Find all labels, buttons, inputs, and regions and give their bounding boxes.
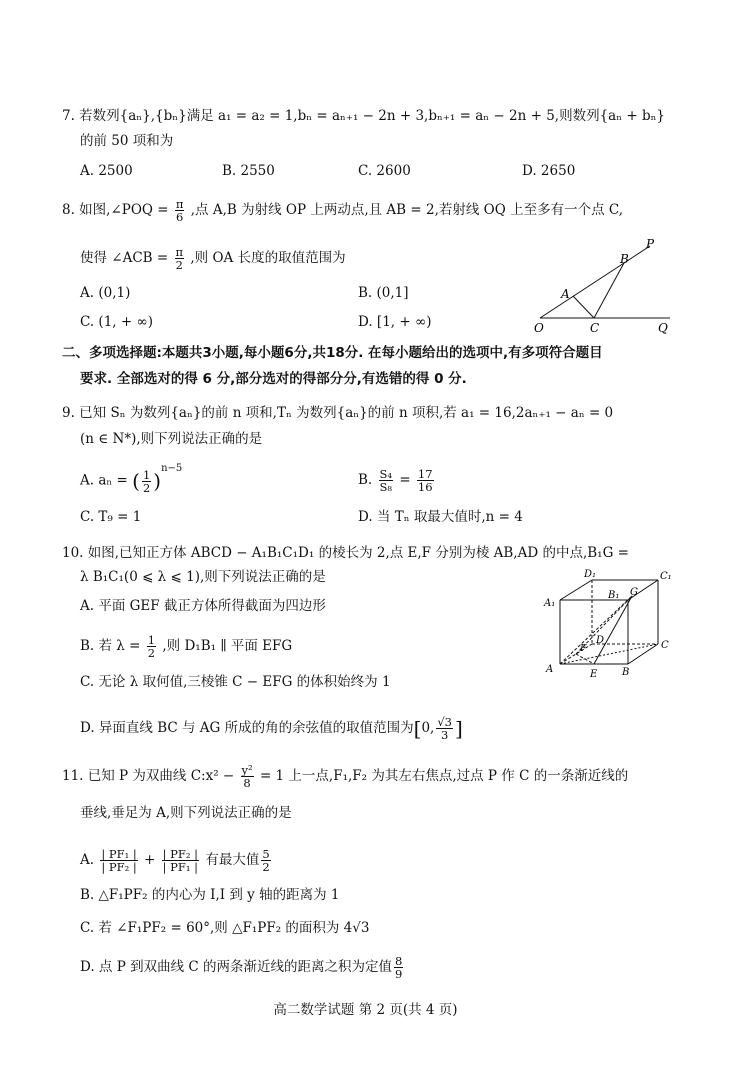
- label-d1: D₁: [584, 569, 597, 580]
- q8-option-b: B. (0,1]: [358, 285, 409, 301]
- q11-stem-line1: [62, 764, 628, 789]
- q9-option-b-fraction-value: $\frac{17}{16}$: [417, 467, 433, 494]
- label-g: G: [630, 587, 638, 598]
- q10-option-a: A. 平面 GEF 截正方体所得截面为四边形: [80, 598, 326, 614]
- section-multiple-choice-instructions: 要求. 全部选对的得 6 分,部分选对的得部分分,有选错的得 0 分.: [80, 371, 467, 387]
- q11-option-a-max-value: $\frac{5}{2}$: [262, 847, 270, 874]
- q10-option-d: [80, 716, 463, 741]
- q10-option-d-text: D. 异面直线 BC 与 AG 所成的角的余弦值的取值范围为: [80, 720, 414, 736]
- q9-option-b: [358, 468, 436, 493]
- q7-stem-line1: 7. 若数列{aₙ},{bₙ}满足 a₁ = a₂ = 1,bₙ = aₙ₊₁ − 2n + 3,bₙ₊₁ = aₙ − 2n + 5,则数列{aₙ + bₙ}: [62, 108, 666, 124]
- left-paren: (: [132, 469, 140, 493]
- q10-stem-line2: λ B₁C₁(0 ⩽ λ ⩽ 1),则下列说法正确的是: [80, 569, 326, 585]
- q8-stem-line1: [62, 198, 623, 223]
- q9-option-c: C. T₉ = 1: [80, 509, 142, 525]
- q9-stem-line2: (n ∈ N*),则下列说法正确的是: [80, 431, 263, 447]
- q11-option-a-max-text: 有最大值: [205, 852, 260, 868]
- q9-option-b-fraction-s: $\frac{\text{S₄}}{\text{S₈}}$: [379, 467, 393, 494]
- label-b1: B₁: [608, 590, 620, 601]
- q11-option-d: [80, 955, 405, 980]
- right-paren: ): [153, 469, 162, 493]
- label-e: E: [590, 669, 598, 680]
- q9-option-a: [80, 463, 183, 495]
- q11-option-c: C. 若 ∠F₁PF₂ = 60°,则 △F₁PF₂ 的面积为 4√3: [80, 920, 370, 936]
- q8-angle-acb-text: 使得 ∠ACB =: [80, 250, 169, 266]
- left-bracket: [: [413, 716, 422, 741]
- q9-option-a-fraction: $\frac{1}{2}$: [142, 467, 151, 495]
- label-b: B: [622, 667, 630, 678]
- q11-option-d-text: D. 点 P 到双曲线 C 的两条渐近线的距离之积为定值: [80, 959, 393, 975]
- q7-option-d: D. 2650: [522, 163, 576, 179]
- q11-hyperbola-fraction: $\frac{\text{y²}}{8}$: [241, 763, 253, 790]
- q8-figure: [528, 236, 678, 334]
- q11-option-b: B. △F₁PF₂ 的内心为 I,I 到 y 轴的距离为 1: [80, 887, 340, 903]
- q10-option-d-fraction: $\frac{√3}{3}$: [437, 715, 452, 742]
- q9-option-b-label: B.: [358, 472, 373, 488]
- q10-option-d-lower: 0,: [421, 720, 435, 736]
- label-a1: A₁: [544, 598, 556, 609]
- q7-option-b: B. 2550: [222, 163, 275, 179]
- q7-option-c: C. 2600: [358, 163, 411, 179]
- label-p: P: [646, 237, 655, 251]
- plus-sign: +: [144, 852, 156, 868]
- segment-ag: [560, 596, 632, 664]
- q8-option-c: C. (1, + ∞): [80, 314, 153, 330]
- q8-stem-line2: [80, 246, 346, 271]
- q11-option-a-ratio-1: $\frac{\text{| PF₁ |}}{\text{| PF₂ |}}$: [101, 847, 137, 874]
- q8-stem-question: ,则 OA 长度的取值范围为: [190, 250, 346, 266]
- q9-option-d: D. 当 Tₙ 取最大值时,n = 4: [358, 509, 523, 525]
- label-c1: C₁: [660, 571, 672, 582]
- q7-stem-line2: 的前 50 项和为: [80, 133, 174, 149]
- q7-option-a: A. 2500: [80, 163, 133, 179]
- q9-option-a-label: A. aₙ =: [80, 472, 128, 489]
- q11-stem-continuation: = 1 上一点,F₁,F₂ 为其左右焦点,过点 P 作 C 的一条渐近线的: [259, 768, 629, 784]
- q11-option-a-label: A.: [80, 852, 95, 868]
- label-f: F: [580, 644, 587, 654]
- q9-option-a-exponent: n−5: [161, 463, 183, 474]
- label-a: A: [561, 287, 570, 301]
- q10-stem-line1: 10. 如图,已知正方体 ABCD − A₁B₁C₁D₁ 的棱长为 2,点 E,F 分别为棱 AB,AD 的中点,B₁G =: [62, 545, 629, 561]
- q11-option-d-fraction: $\frac{8}{9}$: [395, 954, 403, 981]
- q10-option-c: C. 无论 λ 取何值,三棱锥 C − EFG 的体积始终为 1: [80, 674, 391, 690]
- q10-option-b: [80, 634, 292, 659]
- ray-op: [540, 246, 650, 318]
- q8-fraction-pi-2: $\frac{\pi}{2}$: [175, 245, 184, 272]
- q10-option-b-conclusion: ,则 D₁B₁ ∥ 平面 EFG: [162, 638, 293, 654]
- q10-option-b-label: B. 若 λ =: [80, 638, 141, 654]
- equals-sign: =: [399, 472, 411, 488]
- q8-stem-continuation: ,点 A,B 为射线 OP 上两动点,且 AB = 2,若射线 OQ 上至多有一个点 C,: [190, 202, 624, 218]
- label-c: C: [590, 321, 600, 334]
- edge-a1d1: [560, 580, 592, 600]
- label-c: C: [661, 640, 669, 651]
- label-q: Q: [658, 321, 668, 334]
- q11-option-a: [80, 848, 273, 873]
- section-multiple-choice-heading: 二、多项选择题:本题共3小题,每小题6分,共18分. 在每小题给出的选项中,有多项符合题目: [62, 345, 603, 361]
- label-d: D: [596, 635, 605, 646]
- q8-option-a: A. (0,1): [80, 285, 131, 301]
- q10-cube-figure: [540, 566, 690, 682]
- q11-hyperbola-text: 11. 已知 P 为双曲线 C:x² −: [62, 768, 235, 784]
- q9-stem-line1: 9. 已知 Sₙ 为数列{aₙ}的前 n 项和,Tₙ 为数列{aₙ}的前 n 项积,若 a₁ = 16,2aₙ₊₁ − aₙ = 0: [62, 405, 614, 421]
- q10-option-b-fraction: $\frac{1}{2}$: [147, 633, 156, 660]
- q8-fraction-pi-6: $\frac{\pi}{6}$: [175, 197, 184, 224]
- segment-eg: [594, 596, 632, 664]
- label-o: O: [534, 321, 544, 334]
- label-a: A: [546, 664, 554, 675]
- q11-stem-line2: 垂线,垂足为 A,则下列说法正确的是: [80, 805, 292, 821]
- q8-option-d: D. [1, + ∞): [358, 314, 432, 330]
- label-b: B: [620, 252, 629, 266]
- segment-ac: [573, 296, 594, 318]
- page-footer: 高二数学试题 第 2 页(共 4 页): [273, 1002, 458, 1018]
- segment-bc: [594, 263, 624, 318]
- right-bracket: ]: [454, 716, 463, 741]
- q8-angle-text: 8. 如图,∠POQ =: [62, 202, 169, 218]
- q11-option-a-ratio-2: $\frac{\text{| PF₂ |}}{\text{| PF₁ |}}$: [162, 847, 199, 874]
